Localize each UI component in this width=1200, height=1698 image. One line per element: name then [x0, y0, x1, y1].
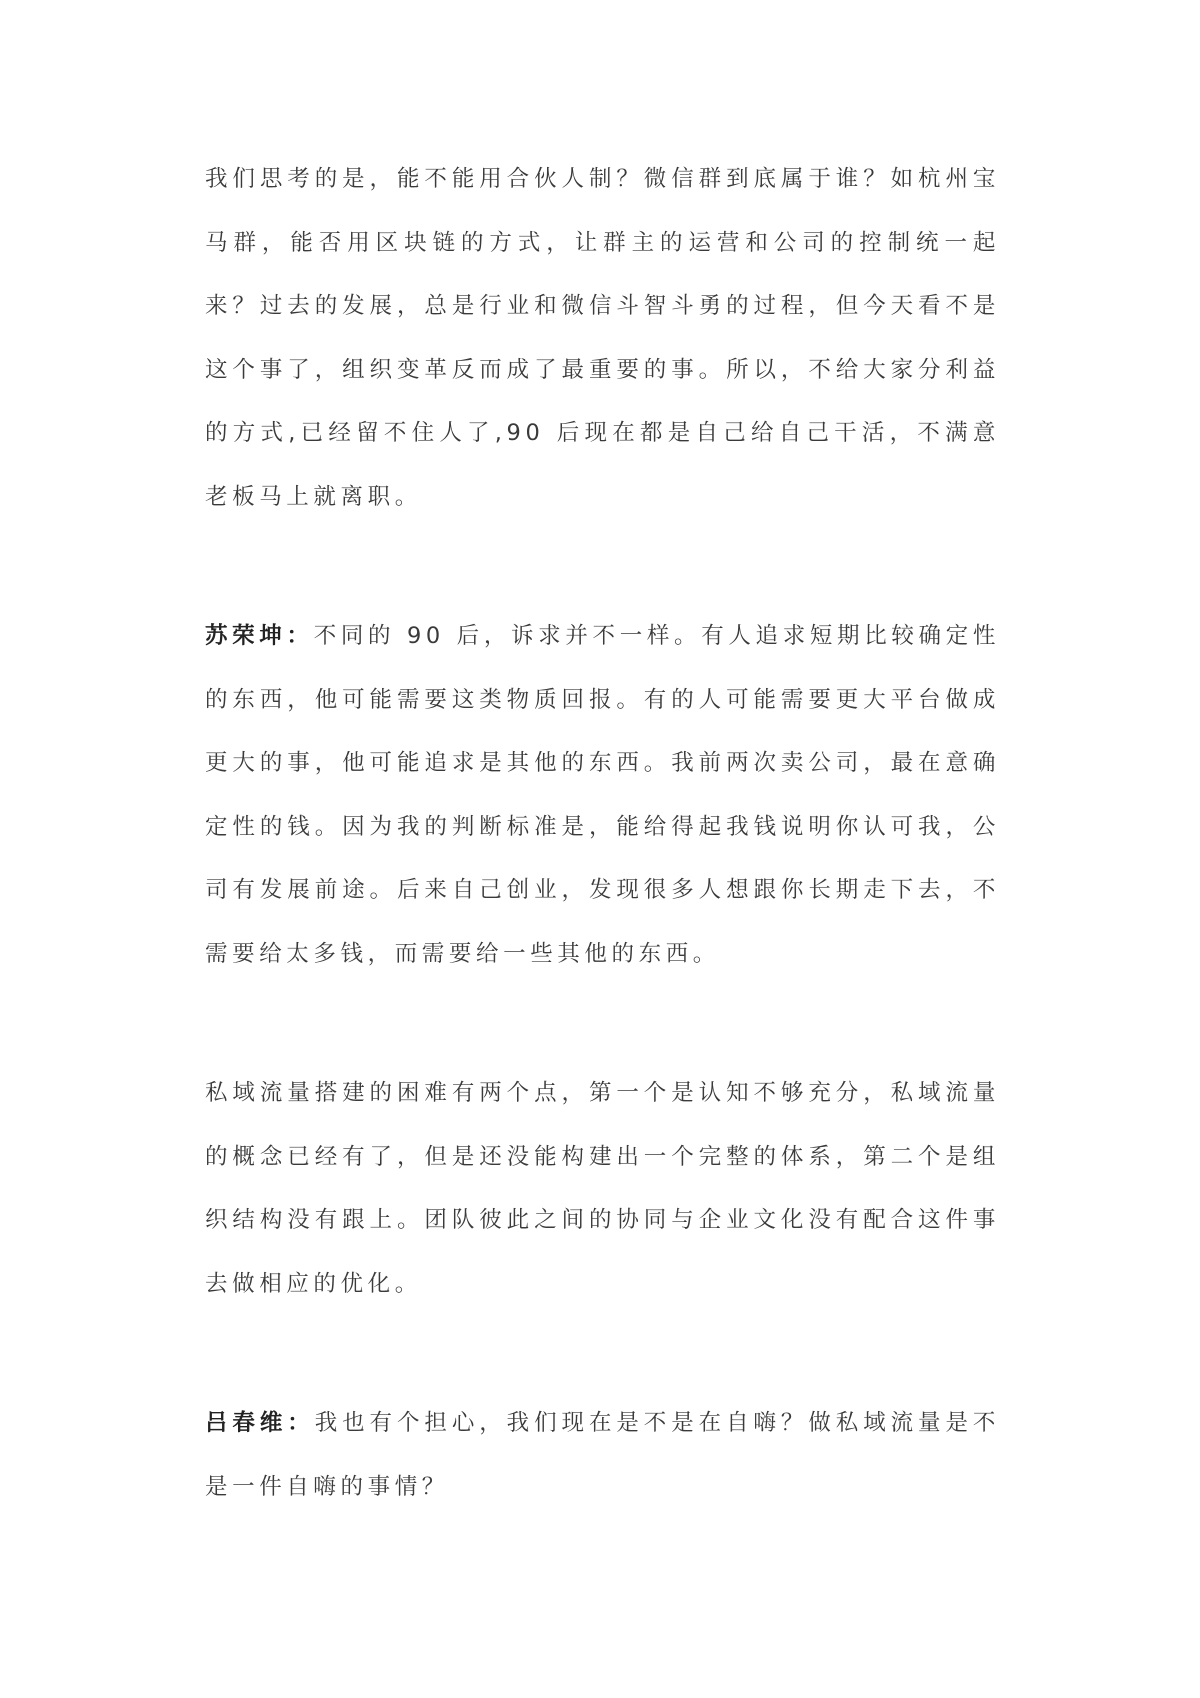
- paragraph: [205, 605, 1000, 986]
- paragraph: [205, 1392, 1000, 1519]
- speaker-name: 吕春维：: [205, 1410, 315, 1436]
- paragraph: [205, 148, 1000, 529]
- paragraph-text: 私域流量搭建的困难有两个点，第一个是认知不够充分，私域流量的概念已经有了，但是还没能构建出一个完整的体系，第二个是组织结构没有跟上。团队彼此之间的协同与企业文化没有配合这件事去做相应的优化。: [205, 1080, 1000, 1297]
- paragraph-text: 我也有个担心，我们现在是不是在自嗨？做私域流量是不是一件自嗨的事情？: [205, 1410, 1000, 1500]
- paragraph-text: 我们思考的是，能不能用合伙人制？微信群到底属于谁？如杭州宝马群，能否用区块链的方式，让群主的运营和公司的控制统一起来？过去的发展，总是行业和微信斗智斗勇的过程，但今天看不是这个事了，组织变革反而成了最重要的事。所以，不给大家分利益的方式,已经留不住人了,90 后现在都是自己给自己干活，不满意老板马上就离职。: [205, 166, 1000, 510]
- paragraph-text: 不同的 90 后，诉求并不一样。有人追求短期比较确定性的东西，他可能需要这类物质回报。有的人可能需要更大平台做成更大的事，他可能追求是其他的东西。我前两次卖公司，最在意确定性的钱。因为我的判断标准是，能给得起我钱说明你认可我，公司有发展前途。后来自己创业，发现很多人想跟你长期走下去，不需要给太多钱，而需要给一些其他的东西。: [205, 623, 1000, 967]
- speaker-name: 苏荣坤：: [205, 623, 314, 649]
- paragraph: [205, 1062, 1000, 1316]
- document-body: [205, 148, 1000, 1519]
